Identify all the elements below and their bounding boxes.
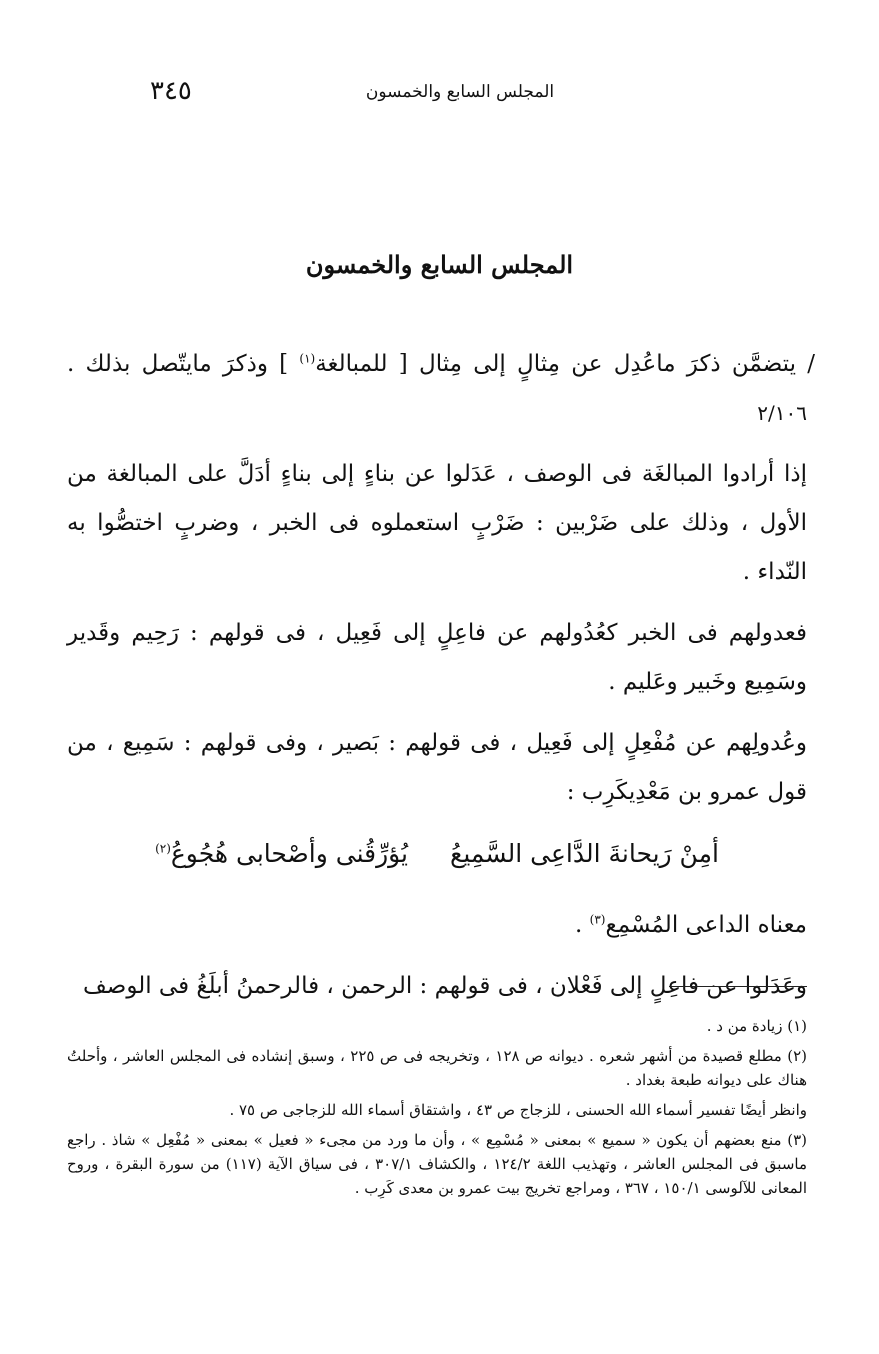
paragraph-3: وعُدولِهم عن مُفْعِلٍ إلى فَعِيل ، فى قولهم : بَصير ، وفى قولهم : سَمِيع ، من قول عمرو بن مَعْدِيكَرِب :: [67, 730, 807, 805]
verse-hemistich-left: يُؤرِّقُنى وأصْحابى هُجُوعُ: [170, 839, 409, 868]
footnote-ref-2: (٢): [155, 841, 171, 856]
footnote-3: (٣) منع بعضهم أن يكون « سميع » بمعنى « مُسْمِع » ، وأن ما ورد من مجىء « فعيل » بمعنى « مُفْعِل » شاذ . راجع ماسبق فى المجلس العاشر ، وتهذيب اللغة ١٢٤/٢ ، والكشاف ٣٠٧/١ ، فى سياق الآية (١١٧) من سورة البقرة ، وروح المعانى للآلوسى ١٥٠/١ ، ٣٦٧ ، ومراجع تخريج بيت عمرو بن معدى كَرِب .: [67, 1131, 807, 1197]
running-head: [0, 76, 879, 116]
paragraph-5: وعَدَلوا عن فاعِلٍ إلى فَعْلان ، فى قولهم : الرحمن ، فالرحمنُ أبلَغُ فى الوصف: [82, 973, 807, 999]
chapter-title: المجلس السابع والخمسون: [305, 250, 574, 279]
footnote-2-continued: وانظر أيضًا تفسير أسماء الله الحسنى ، للزجاج ص ٤٣ ، واشتقاق أسماء الله للزجاجى ص ٧٥ .: [229, 1101, 807, 1119]
page-number: ٣٤٥: [150, 76, 192, 106]
footnote-separator: [669, 986, 807, 987]
intro-paragraph: [67, 340, 815, 438]
paragraph-4: [67, 901, 807, 950]
paragraph-2: فعدولهم فى الخبر كعُدُولهم عن فاعِلٍ إلى فَعِيل ، فى قولهم : رَحِيم وقَدير وسَمِيع وخَبير وعَليم .: [67, 620, 807, 695]
paragraph-1: إذا أرادوا المبالغَة فى الوصف ، عَدَلوا عن بناءٍ إلى بناءٍ أدَلَّ على المبالغة من الأول ، وذلك على ضَرْبين : ضَرْبٍ استعملوه فى الخبر ، وضربٍ اختصُّوا به النّداء .: [67, 461, 807, 585]
verse-hemistich-right: أمِنْ رَيحانةَ الدَّاعِى السَّمِيعُ: [450, 839, 719, 868]
intro-text-before-ref: يتضمَّن ذكرَ ماعُدِل عن مِثالٍ إلى مِثال [ للمبالغة: [315, 351, 796, 377]
main-text: [67, 340, 815, 1023]
footnotes: [67, 1014, 807, 1206]
footnote-ref-3: (٣): [589, 912, 606, 927]
intro-text-after-ref: ] وذكرَ مايتّصل بذلك .: [67, 351, 289, 377]
paragraph-4-text: معناه الداعى المُسْمِع: [605, 912, 807, 938]
verse-hemistich-left-wrap: [155, 829, 408, 879]
footnote-ref-1: (١): [299, 351, 316, 366]
running-title: المجلس السابع والخمسون: [365, 82, 555, 102]
poetry-verse: [67, 829, 807, 879]
folio-slash: /: [807, 351, 815, 377]
margin-reference: ٢/١٠٦: [757, 401, 807, 425]
paragraph-4-end: .: [575, 912, 583, 938]
footnote-2: (٢) مطلع قصيدة من أشهر شعره . ديوانه ص ١٢٨ ، وتخريجه فى ص ٢٢٥ ، وسبق إنشاده فى المجلس العاشر ، وأحلتُ هناك على ديوانه طبعة بغداد .: [67, 1047, 807, 1089]
footnote-1: (١) زيادة من د .: [706, 1017, 807, 1035]
